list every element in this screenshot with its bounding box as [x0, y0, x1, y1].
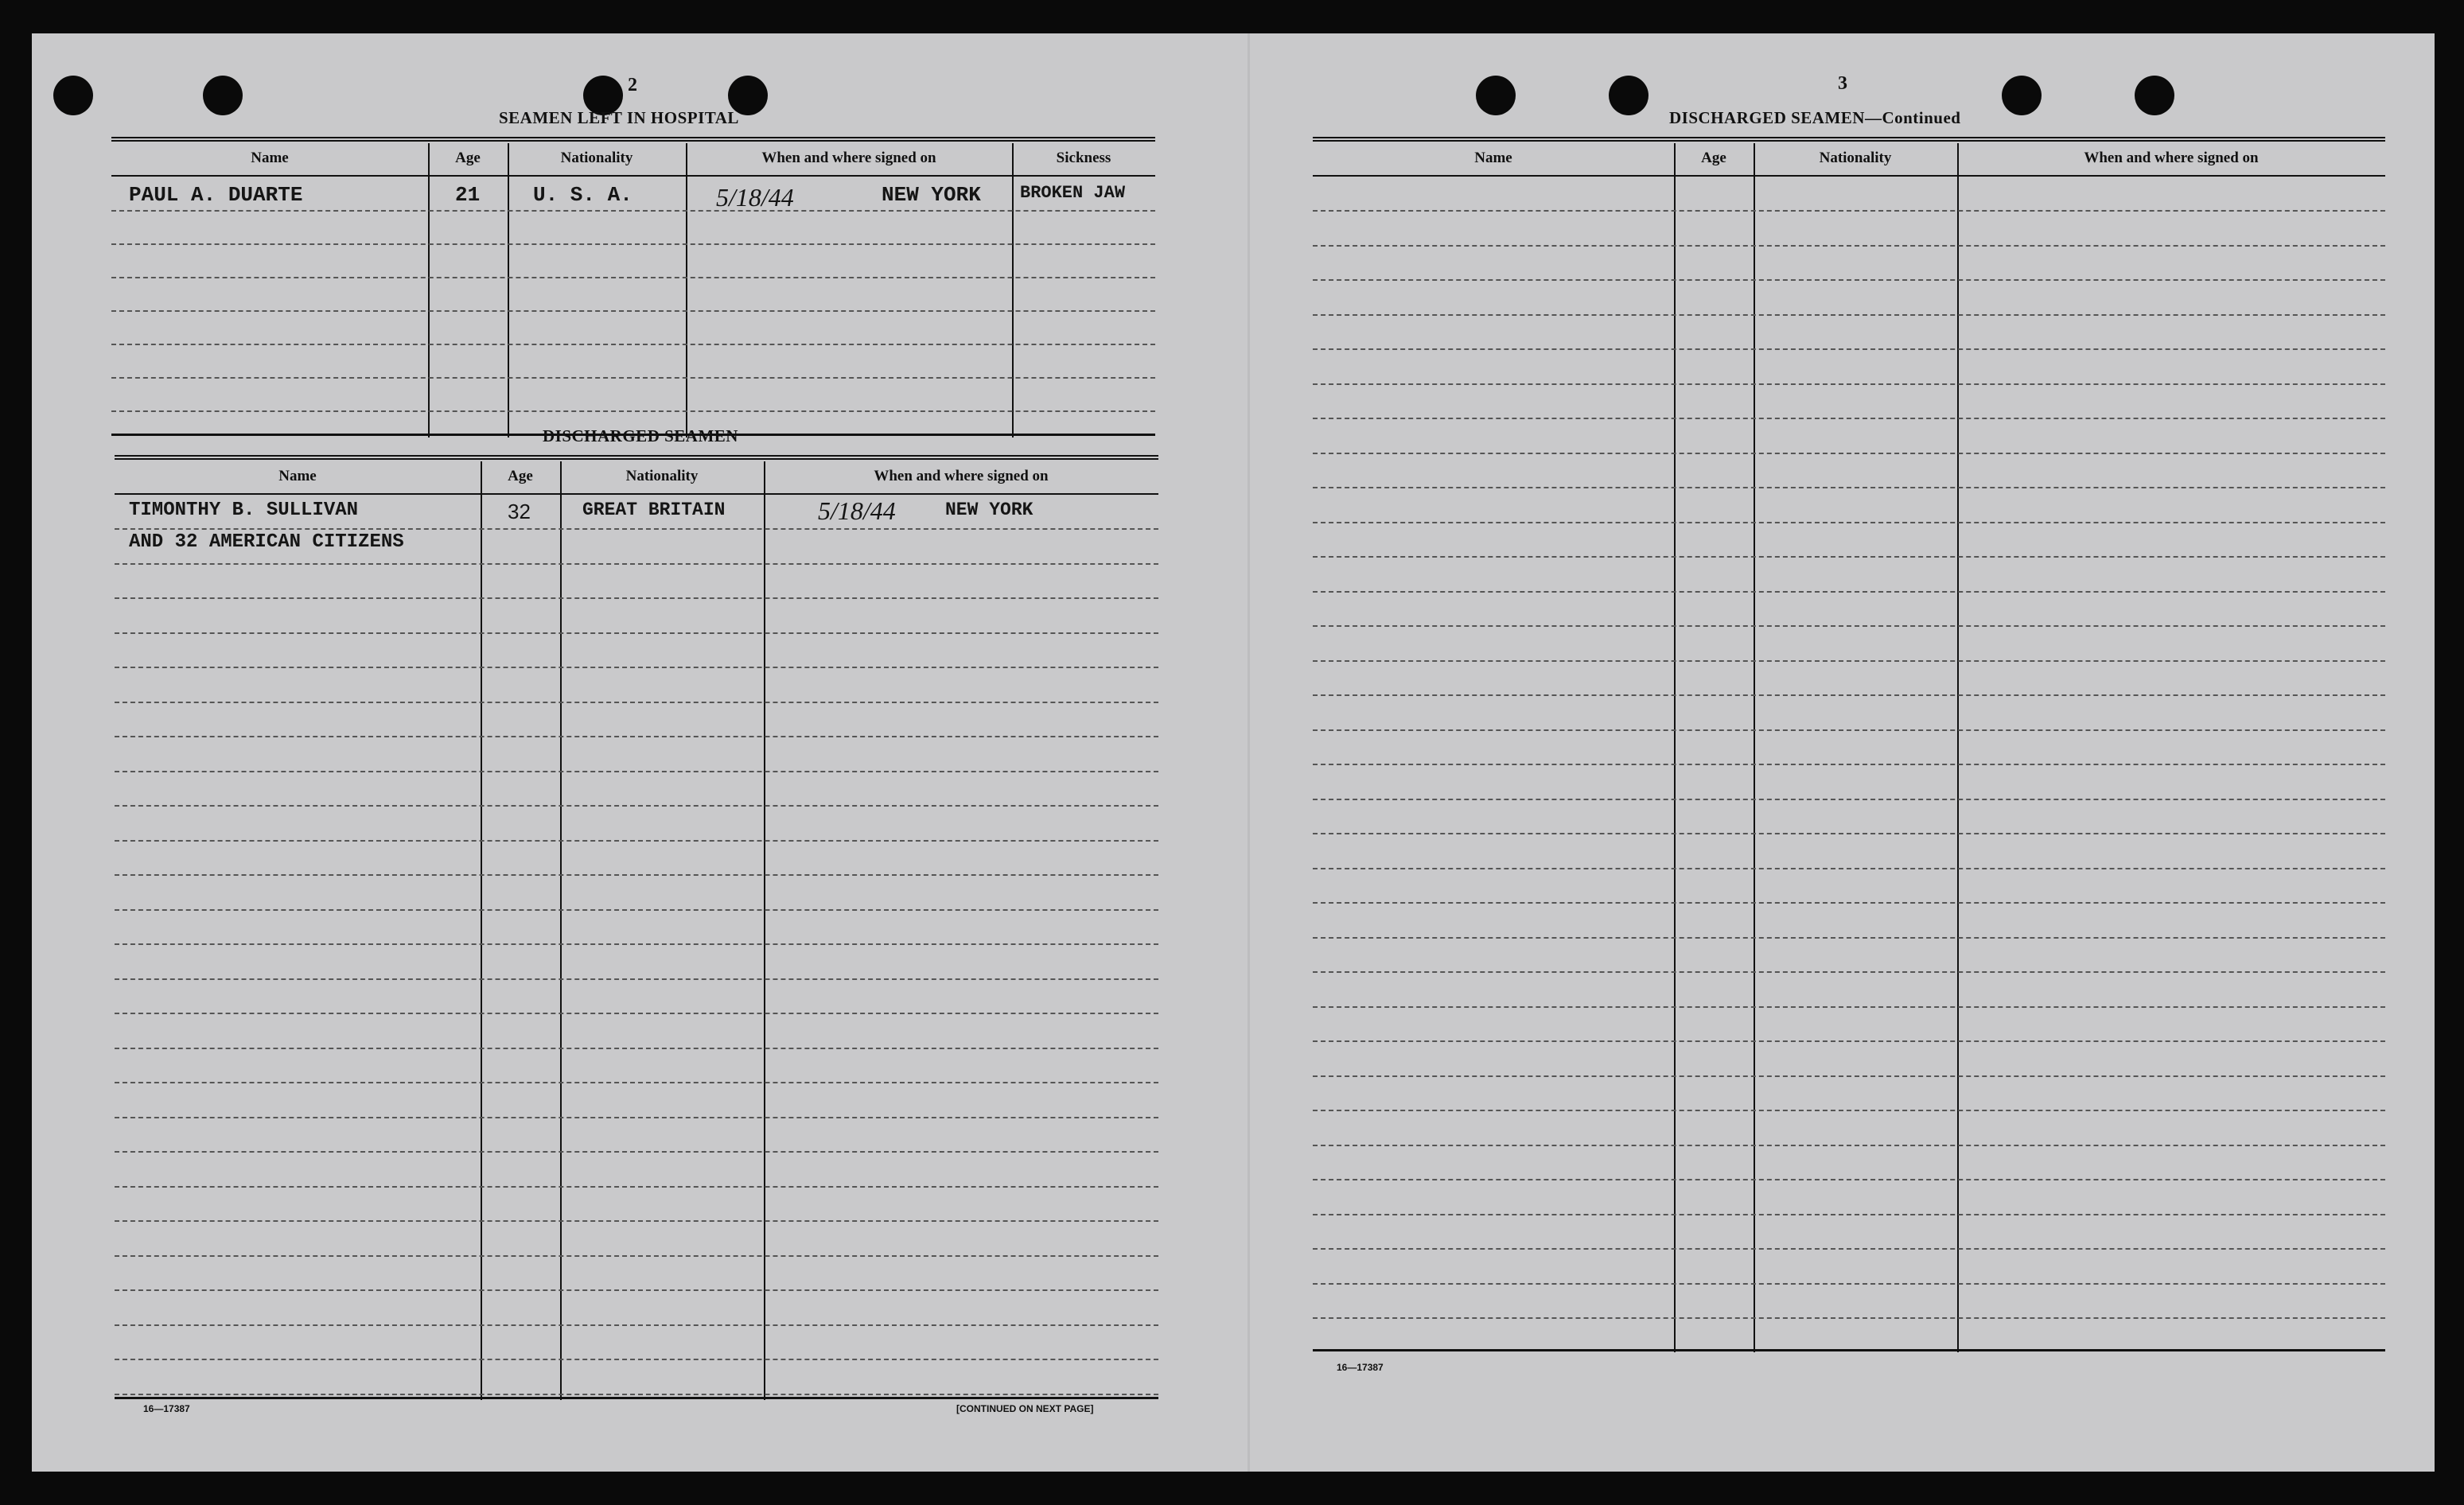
ruled-line	[115, 667, 1158, 668]
punch-hole	[2135, 76, 2174, 115]
ruled-line	[1313, 868, 2385, 869]
hospital-table	[111, 137, 1155, 438]
page-number-left: 2	[628, 75, 637, 95]
ruled-line	[115, 1186, 1158, 1188]
discharged-row-1-place: NEW YORK	[945, 500, 1033, 520]
ruled-line	[1313, 1075, 2385, 1077]
ruled-line	[115, 771, 1158, 772]
discharged-row-1-name: TIMONTHY B. SULLIVAN	[129, 500, 359, 521]
right-col-nationality: Nationality	[1819, 150, 1892, 166]
ruled-line	[1313, 383, 2385, 385]
ruled-line	[115, 632, 1158, 634]
punch-hole	[203, 76, 243, 115]
ruled-line	[1313, 279, 2385, 281]
discharged-continued-title-main: DISCHARGED SEAMEN	[1669, 108, 1865, 127]
ruled-line	[1313, 1317, 2385, 1319]
hospital-row-name: PAUL A. DUARTE	[129, 183, 303, 207]
hospital-col-nationality: Nationality	[560, 150, 633, 166]
right-col-signed-on: When and where signed on	[2084, 150, 2259, 166]
ruled-line	[1313, 971, 2385, 973]
discharged-col-signed-on: When and where signed on	[874, 468, 1049, 484]
hospital-col-signed-on: When and where signed on	[761, 150, 936, 166]
ruled-line	[115, 1151, 1158, 1153]
ruled-line	[1313, 799, 2385, 800]
punch-hole	[2002, 76, 2042, 115]
hospital-col-sickness: Sickness	[1056, 150, 1111, 166]
hospital-col-age: Age	[455, 150, 481, 166]
ruled-line	[1313, 591, 2385, 593]
hospital-row-date: 5/18/44	[716, 183, 794, 212]
ruled-line	[1313, 453, 2385, 454]
ruled-line	[115, 1048, 1158, 1049]
ruled-line	[115, 1117, 1158, 1118]
ruled-line	[1313, 694, 2385, 696]
ruled-line	[115, 1220, 1158, 1222]
ruled-line	[115, 1082, 1158, 1083]
ruled-line	[1313, 625, 2385, 627]
ruled-line	[1313, 660, 2385, 662]
ruled-line	[1313, 1214, 2385, 1215]
ruled-line	[1313, 314, 2385, 316]
hospital-row-nationality: U. S. A.	[533, 183, 633, 207]
page-number-right: 3	[1838, 73, 1847, 94]
ruled-line	[115, 909, 1158, 911]
continued-note: [CONTINUED ON NEXT PAGE]	[956, 1403, 1094, 1414]
hospital-row-sickness: BROKEN JAW	[1020, 183, 1126, 203]
discharged-continued-title	[1669, 108, 1960, 128]
hospital-row-age: 21	[455, 183, 481, 207]
ruled-line	[1313, 729, 2385, 731]
ruled-line	[115, 736, 1158, 737]
punch-hole	[1476, 76, 1516, 115]
document-sheet	[32, 33, 2435, 1472]
ruled-line	[115, 563, 1158, 565]
ruled-line	[1313, 1283, 2385, 1285]
discharged-row-1-nationality: GREAT BRITAIN	[582, 500, 726, 520]
ruled-line	[115, 840, 1158, 842]
ruled-line	[1313, 764, 2385, 765]
form-number-right: 16—17387	[1337, 1362, 1384, 1373]
page-fold	[1248, 33, 1250, 1472]
ruled-line	[1313, 1145, 2385, 1146]
form-number-left: 16—17387	[143, 1403, 190, 1414]
hospital-section-title: SEAMEN LEFT IN HOSPITAL	[499, 108, 739, 127]
ruled-line	[1313, 522, 2385, 523]
discharged-row-1-date: 5/18/44	[818, 496, 896, 525]
ruled-line	[1313, 833, 2385, 834]
hospital-row-place: NEW YORK	[882, 183, 981, 207]
ruled-line	[115, 1324, 1158, 1326]
discharged-table-left	[115, 455, 1158, 1402]
ruled-line	[1313, 348, 2385, 350]
ruled-line	[1313, 937, 2385, 939]
ruled-line	[115, 1394, 1158, 1395]
ruled-line	[1313, 1006, 2385, 1008]
discharged-row-1-age: 32	[508, 500, 531, 523]
punch-hole	[1609, 76, 1649, 115]
discharged-continued-title-suffix: —Continued	[1864, 108, 1961, 127]
ruled-line	[115, 702, 1158, 703]
ruled-line	[1313, 1040, 2385, 1042]
ruled-line	[115, 874, 1158, 876]
discharged-col-age: Age	[508, 468, 533, 484]
ruled-line	[1313, 210, 2385, 212]
hospital-col-name: Name	[251, 150, 289, 166]
ruled-line	[115, 528, 1158, 530]
ruled-line	[1313, 902, 2385, 904]
discharged-row-2-name: AND 32 AMERICAN CITIZENS	[129, 531, 404, 553]
ruled-line	[115, 1255, 1158, 1257]
ruled-line	[115, 1359, 1158, 1360]
ruled-line	[115, 1289, 1158, 1291]
ruled-line	[115, 805, 1158, 807]
ruled-line	[115, 1013, 1158, 1014]
ruled-line	[1313, 418, 2385, 419]
ruled-line	[115, 597, 1158, 599]
ruled-line	[1313, 245, 2385, 247]
discharged-col-nationality: Nationality	[625, 468, 699, 484]
ruled-line	[1313, 1110, 2385, 1111]
right-col-name: Name	[1474, 150, 1512, 166]
punch-hole	[53, 76, 93, 115]
discharged-col-name: Name	[278, 468, 317, 484]
ruled-line	[1313, 1179, 2385, 1180]
ruled-line	[1313, 556, 2385, 558]
discharged-table-right	[1313, 137, 2385, 1394]
ruled-line	[115, 978, 1158, 980]
ruled-line	[1313, 1248, 2385, 1250]
ruled-line	[1313, 487, 2385, 488]
ruled-line	[115, 943, 1158, 945]
right-col-age: Age	[1701, 150, 1726, 166]
discharged-section-title: DISCHARGED SEAMEN	[543, 426, 738, 445]
